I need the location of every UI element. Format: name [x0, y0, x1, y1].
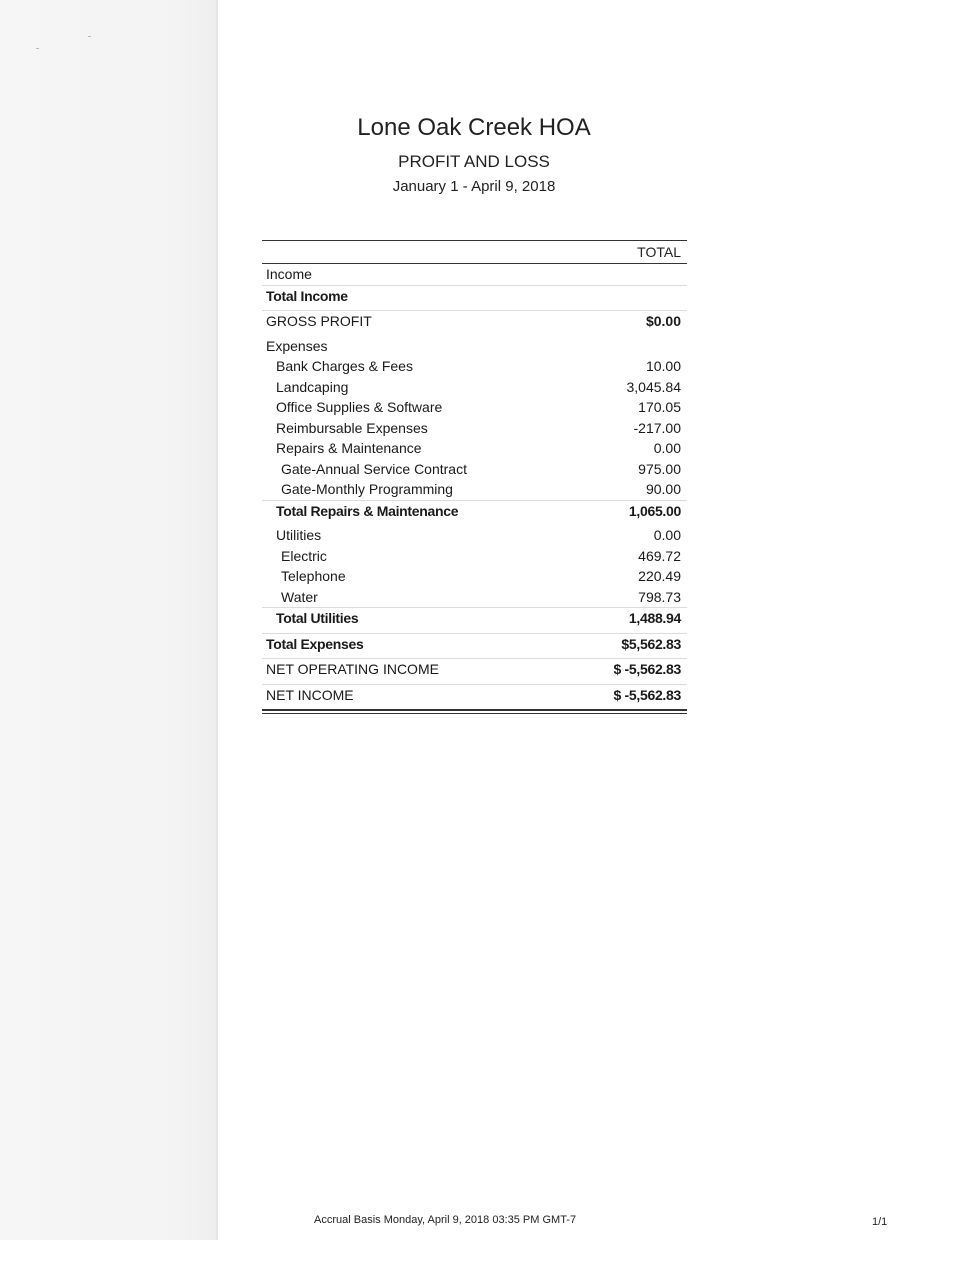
row-amount: 1,488.94: [628, 610, 681, 626]
row-label: NET INCOME: [266, 686, 354, 703]
row-net-operating-income: [262, 658, 687, 680]
row-label: Gate-Monthly Programming: [281, 481, 453, 497]
row-amount: 0.00: [653, 440, 681, 456]
row-office-supplies: [262, 397, 687, 418]
row-income: [262, 264, 687, 285]
row-amount: $0.00: [645, 313, 681, 329]
row-label: Total Expenses: [266, 635, 364, 652]
row-label: Reimbursable Expenses: [276, 419, 428, 436]
row-label: Gate-Annual Service Contract: [281, 460, 467, 477]
row-label: Income: [266, 266, 312, 282]
row-total-repairs-maintenance: [262, 500, 687, 522]
row-amount: 220.49: [638, 568, 681, 584]
scan-speck: [36, 48, 39, 49]
row-amount: $5,562.83: [621, 635, 681, 652]
row-telephone: [262, 566, 687, 587]
row-reimbursable-expenses: [262, 418, 687, 439]
row-total-income: [262, 285, 687, 307]
row-gross-profit: [262, 310, 687, 332]
row-landscaping: [262, 377, 687, 398]
row-water: [262, 587, 687, 608]
row-electric: [262, 546, 687, 567]
row-label: Electric: [281, 547, 327, 564]
row-label: Water: [281, 588, 318, 605]
row-amount: 170.05: [638, 399, 681, 415]
row-label: Total Repairs & Maintenance: [276, 502, 459, 519]
row-amount: $ -5,562.83: [613, 661, 681, 677]
row-amount: 3,045.84: [626, 378, 681, 395]
row-amount: 1,065.00: [628, 502, 681, 519]
row-label: Telephone: [281, 568, 346, 584]
row-label: GROSS PROFIT: [266, 313, 372, 329]
row-label: Total Utilities: [276, 610, 359, 626]
row-utilities: [262, 525, 687, 546]
row-amount: -217.00: [633, 419, 681, 436]
row-gate-annual-service: [262, 459, 687, 480]
row-net-income: [262, 684, 687, 706]
scan-shadow-strip: [0, 0, 216, 1240]
row-label: Landcaping: [276, 378, 349, 395]
row-total-utilities: [262, 607, 687, 629]
row-amount: 798.73: [638, 588, 681, 605]
row-amount: 975.00: [638, 460, 681, 477]
row-gate-monthly-programming: [262, 479, 687, 500]
row-label: Expenses: [266, 337, 328, 354]
report-header: [262, 113, 686, 197]
row-label: Bank Charges & Fees: [276, 358, 413, 374]
row-label: Office Supplies & Software: [276, 399, 443, 415]
scan-edge-line: [216, 0, 218, 1240]
total-column-header: TOTAL: [262, 241, 687, 264]
row-amount: 469.72: [638, 547, 681, 564]
table-bottom-double-rule: [262, 709, 687, 714]
row-label: Total Income: [266, 287, 348, 304]
row-amount: 0.00: [653, 527, 681, 543]
page-number: 1/1: [872, 1216, 888, 1228]
row-amount: $ -5,562.83: [613, 686, 681, 703]
row-expenses: [262, 336, 687, 357]
scan-speck: [88, 36, 91, 37]
profit-loss-table: [262, 240, 687, 714]
row-repairs-maintenance: [262, 438, 687, 459]
row-amount: 90.00: [645, 481, 681, 497]
report-period: January 1 - April 9, 2018: [392, 178, 556, 195]
row-label: Repairs & Maintenance: [276, 440, 422, 456]
report-title: PROFIT AND LOSS: [398, 152, 550, 171]
row-amount: 10.00: [645, 358, 681, 374]
row-bank-charges: [262, 356, 687, 377]
report-footer-basis: Accrual Basis Monday, April 9, 2018 03:35 PM GMT-7: [314, 1214, 577, 1226]
row-label: NET OPERATING INCOME: [266, 661, 439, 677]
row-total-expenses: [262, 633, 687, 655]
row-label: Utilities: [276, 527, 322, 543]
company-name: Lone Oak Creek HOA: [357, 114, 591, 141]
